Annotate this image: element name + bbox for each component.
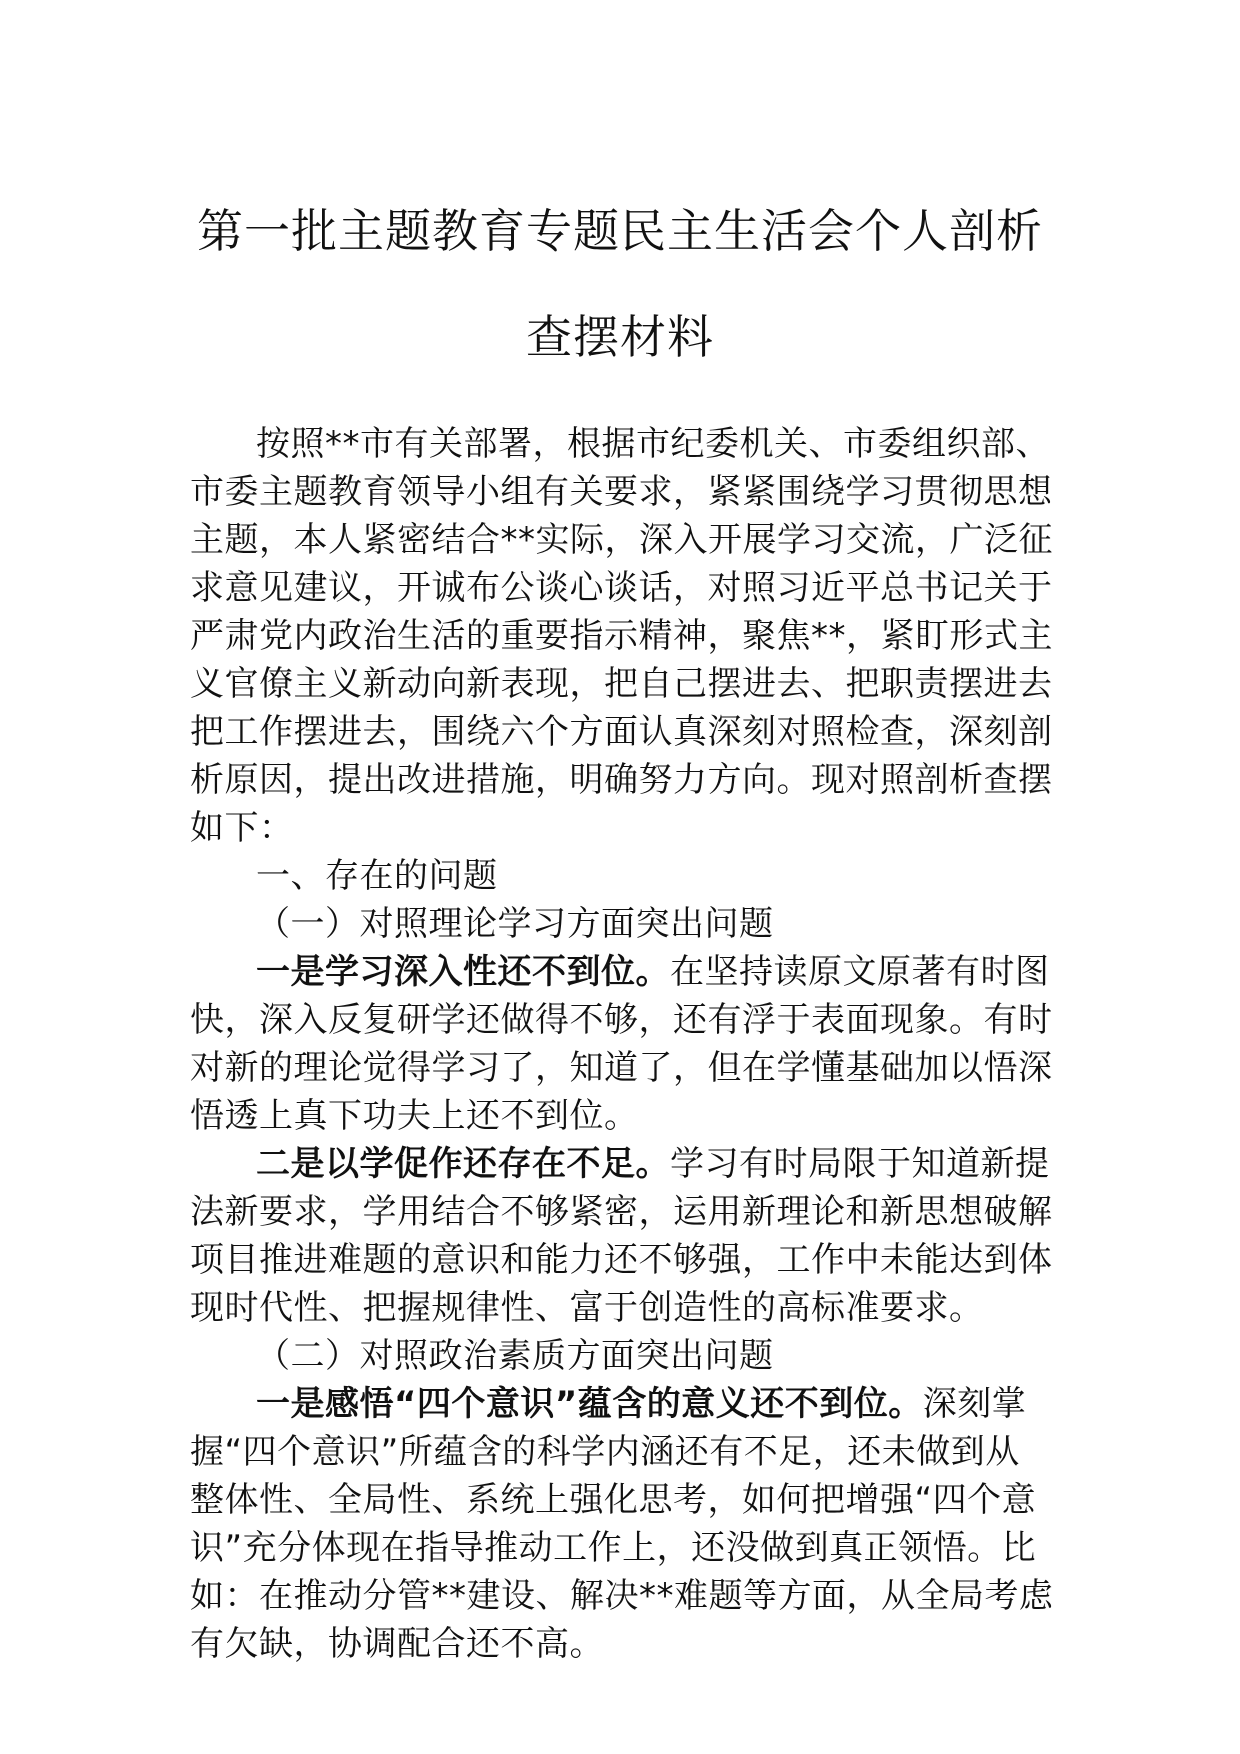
intro-line: 析原因，提出改进措施，明确努力方向。现对照剖析查摆 [190,760,1053,800]
paragraph-line: 握“四个意识”所蕴含的科学内涵还有不足，还未做到从 [190,1432,1020,1472]
paragraph-line: 法新要求，学用结合不够紧密，运用新理论和新思想破解 [190,1192,1053,1232]
paragraph-lead: 一是感悟“四个意识”蕴含的意义还不到位。 [256,1384,923,1424]
paragraph-first-line [190,1140,1054,1188]
subsection-heading: （一）对照理论学习方面突出问题 [256,904,774,944]
intro-line: 市委主题教育领导小组有关要求，紧紧围绕学习贯彻思想 [190,472,1053,512]
problem-paragraph [190,1140,1054,1332]
paragraph-line: 整体性、全局性、系统上强化思考，如何把增强“四个意 [190,1480,1037,1520]
section-heading: 一、存在的问题 [256,856,498,896]
title-line-2: 查摆材料 [526,310,714,364]
paragraph-line: 悟透上真下功夫上还不到位。 [190,1096,639,1136]
intro-line: 严肃党内政治生活的重要指示精神，聚焦**，紧盯形式主 [190,616,1053,656]
paragraph-lead: 二是以学促作还存在不足。 [256,1144,670,1184]
intro-line: 求意见建议，开诚布公谈心谈话，对照习近平总书记关于 [190,568,1053,608]
paragraph-first-line [190,1380,1054,1428]
paragraph-line: 识”充分体现在指导推动工作上，还没做到真正领悟。比 [190,1528,1037,1568]
paragraph-line: 快，深入反复研学还做得不够，还有浮于表面现象。有时 [190,1000,1053,1040]
problem-paragraph [190,1380,1054,1668]
paragraph-text: 在坚持读原文原著有时图 [670,952,1050,992]
subsection-heading: （二）对照政治素质方面突出问题 [256,1336,774,1376]
paragraph-text: 深刻掌 [922,1384,1027,1424]
document-title [180,178,1060,390]
intro-line: 义官僚主义新动向新表现，把自己摆进去、把职责摆进去 [190,664,1053,704]
problem-paragraph [190,948,1054,1140]
document-body [190,420,1054,1668]
paragraph-text: 学习有时局限于知道新提 [670,1144,1050,1184]
intro-line: 按照**市有关部署，根据市纪委机关、市委组织部、 [256,424,1050,464]
intro-line: 如下： [190,808,294,848]
paragraph-line: 项目推进难题的意识和能力还不够强，工作中未能达到体 [190,1240,1053,1280]
paragraph-line: 如：在推动分管**建设、解决**难题等方面，从全局考虑 [190,1576,1054,1616]
intro-paragraph [190,420,1054,852]
intro-line: 把工作摆进去，围绕六个方面认真深刻对照检查，深刻剖 [190,712,1053,752]
paragraph-first-line [190,948,1054,996]
intro-line: 主题，本人紧密结合**实际，深入开展学习交流，广泛征 [190,520,1053,560]
paragraph-lead: 一是学习深入性还不到位。 [256,952,670,992]
title-line-1: 第一批主题教育专题民主生活会个人剖析 [197,204,1043,258]
paragraph-line: 现时代性、把握规律性、富于创造性的高标准要求。 [190,1288,984,1328]
paragraph-line: 有欠缺，协调配合还不高。 [190,1624,604,1664]
paragraph-line: 对新的理论觉得学习了，知道了，但在学懂基础加以悟深 [190,1048,1053,1088]
